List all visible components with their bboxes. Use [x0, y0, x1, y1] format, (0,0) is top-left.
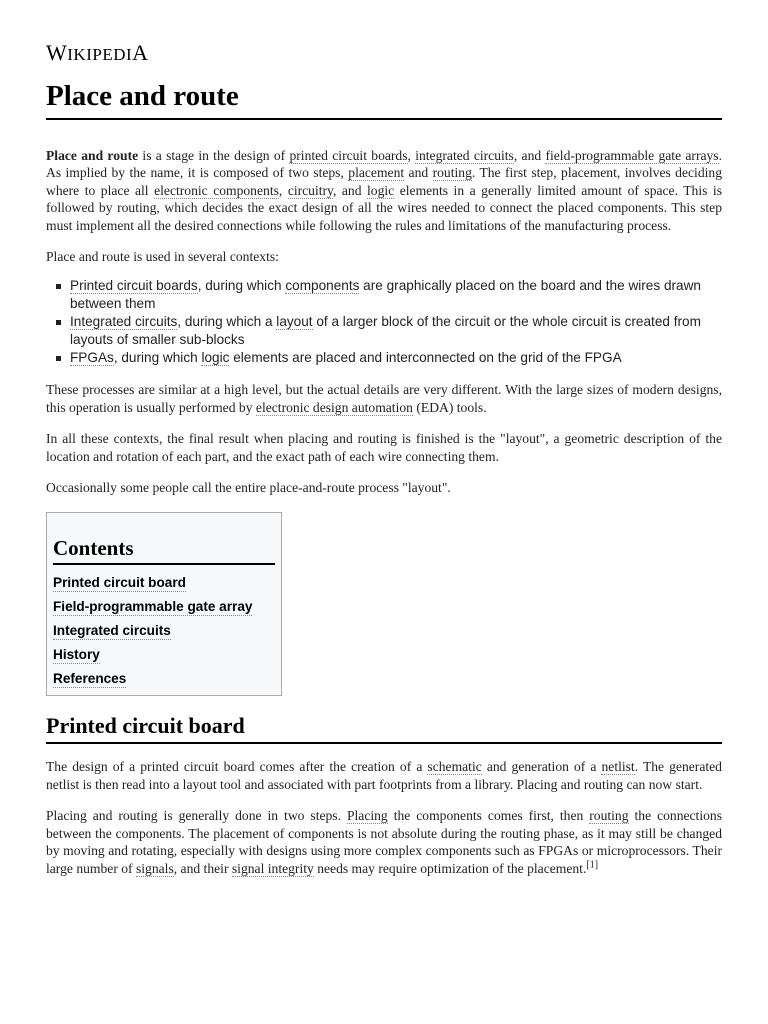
text-run: needs may require optimization of the placement.: [313, 860, 587, 876]
wiki-link[interactable]: Printed circuit boards: [70, 278, 198, 294]
wikipedia-wordmark[interactable]: [46, 40, 149, 66]
intro-paragraph-2: Place and route is used in several contexts:: [46, 249, 279, 265]
text-run: the components comes first, then: [387, 808, 590, 824]
contexts-list: [46, 277, 722, 367]
wiki-link[interactable]: circuitry: [287, 182, 333, 198]
wiki-link[interactable]: layout: [276, 314, 313, 330]
toc-item-history[interactable]: History: [53, 647, 100, 663]
text-run: , during which a: [177, 314, 277, 330]
text-run: is a stage in the design of: [138, 148, 290, 163]
pcb-paragraph-1: [46, 758, 722, 793]
text-run: of a larger block of the circuit or the whole circuit is created from layouts of smaller sub-blocks: [70, 314, 701, 348]
list-item: [70, 313, 722, 349]
text-run: ,: [278, 182, 288, 198]
list-item: [70, 277, 722, 313]
text-run: elements in a generally limited amount of space. This is followed by routing, which decides the exact design of all the wires needed to connect the placed components. This step must implement all the desired connections while following the rules and limitations of the manufacturing process.: [46, 182, 723, 233]
toc-title: Contents: [53, 535, 275, 565]
wiki-link[interactable]: components: [285, 278, 360, 294]
toc-item-integrated-circuits[interactable]: Integrated circuits: [53, 623, 171, 639]
wiki-link[interactable]: signals: [135, 860, 174, 876]
text-run: . As implied by the name, it is composed of two steps,: [46, 148, 723, 181]
wiki-link[interactable]: logic: [201, 350, 230, 366]
text-run: , and their: [173, 860, 232, 876]
bold-term: Place and route: [46, 148, 139, 163]
wiki-link[interactable]: routing: [589, 808, 629, 824]
text-run: , and: [513, 148, 546, 163]
list-item: [70, 349, 722, 367]
wiki-link[interactable]: printed circuit boards: [289, 148, 408, 163]
text-run: Placing and routing is generally done in two steps.: [46, 808, 347, 824]
text-run: The design of a printed circuit board comes after the creation of a: [46, 759, 428, 775]
text-run: ,: [407, 148, 416, 163]
text-run: , during which: [113, 350, 202, 366]
wiki-link[interactable]: Integrated circuits: [70, 314, 178, 330]
intro-paragraph-5: Occasionally some people call the entire place-and-route process "layout".: [46, 480, 451, 496]
toc-item-fpga[interactable]: Field-programmable gate array: [53, 599, 253, 615]
wiki-link[interactable]: netlist: [601, 759, 635, 775]
intro-paragraph-4: In all these contexts, the final result when placing and routing is finished is the "layout", a geometric description of the location and rotation of each part, and the exact path of each wire connecting them.: [46, 431, 722, 464]
text-run: . The generated netlist is then read into a layout tool and associated with part footprints from a library. Placing and routing can now start.: [46, 759, 722, 792]
text-run: , and: [332, 182, 368, 198]
wiki-link[interactable]: signal integrity: [231, 860, 314, 876]
toc-item-references[interactable]: References: [53, 671, 127, 687]
wiki-link[interactable]: field-programmable gate arrays: [545, 148, 719, 163]
text-run: the connections between the components. The placement of components is not absolute during the routing phase, as it may still be changed by moving and rotating, especially with designs using more complex components such as FPGAs or microprocessors. Their large number of: [46, 808, 722, 876]
wiki-link[interactable]: integrated circuits: [415, 148, 514, 163]
text-run: are graphically placed on the board and the wires drawn between them: [70, 278, 701, 312]
citation-link[interactable]: [1]: [586, 858, 599, 870]
wordmark-letter-w: W: [46, 40, 68, 65]
wiki-link[interactable]: electronic design automation: [255, 399, 413, 415]
text-run: (EDA) tools.: [412, 399, 487, 415]
pcb-paragraph-2: [46, 807, 722, 877]
text-run: and generation of a: [481, 759, 602, 775]
wordmark-middle: IKIPEDI: [67, 45, 133, 64]
article-body: [46, 147, 722, 877]
section-heading-printed-circuit-board: Printed circuit board: [46, 712, 722, 744]
intro-paragraph-3: [46, 381, 722, 416]
wiki-link[interactable]: placement: [348, 165, 405, 181]
toc-item-printed-circuit-board[interactable]: Printed circuit board: [53, 575, 186, 591]
wiki-link[interactable]: schematic: [427, 759, 482, 775]
wiki-link[interactable]: Placing: [346, 808, 388, 824]
wiki-link[interactable]: electronic components: [154, 182, 279, 198]
wordmark-letter-a: A: [132, 40, 149, 65]
text-run: These processes are similar at a high level, but the actual details are very different. With the large sizes of modern designs, this operation is usually performed by: [46, 382, 722, 415]
wiki-link[interactable]: routing: [432, 165, 472, 181]
wiki-link[interactable]: FPGAs: [70, 350, 114, 366]
table-of-contents: [46, 512, 282, 696]
page-title: Place and route: [46, 78, 722, 120]
intro-paragraph-1: [46, 147, 722, 234]
text-run: . The first step, placement, involves deciding where to place all: [46, 165, 722, 198]
text-run: and: [404, 165, 433, 181]
text-run: elements are placed and interconnected on the grid of the FPGA: [229, 350, 622, 366]
wiki-link[interactable]: logic: [367, 182, 395, 198]
text-run: , during which: [197, 278, 286, 294]
